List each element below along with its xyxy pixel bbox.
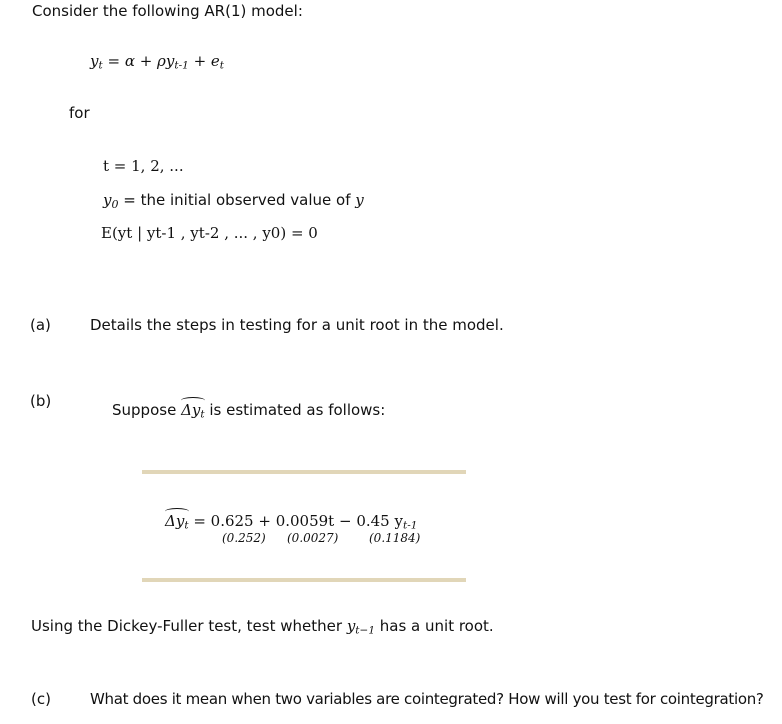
eq-err-sub: t (219, 59, 225, 72)
part-a-label: (a) (30, 316, 51, 334)
for-label: for (69, 104, 90, 122)
model-equation (90, 52, 224, 72)
t-range: t = 1, 2, ... (103, 157, 184, 175)
hat-sub: t (200, 408, 205, 421)
std-error-3: (0.1184) (369, 531, 421, 545)
y0-definition (103, 190, 364, 211)
est-lhs-sub: t (184, 519, 189, 532)
question-sub: t−1 (355, 624, 375, 637)
y0-text: = the initial observed value of (118, 191, 356, 209)
question-var: y (346, 617, 356, 635)
eq-lhs: y (90, 52, 99, 70)
est-rhs-sub: t-1 (402, 519, 418, 532)
estimated-equation (165, 512, 417, 532)
est-lhs-term: Δy (165, 512, 185, 530)
part-c-text: What does it mean when two variables are cointegrated? How will you test for cointegration? (90, 690, 764, 708)
est-lhs (165, 512, 189, 532)
eq-lag-sub: t-1 (174, 59, 189, 72)
hat-term: Δy (181, 401, 201, 419)
eq-lhs-sub: t (98, 59, 103, 72)
hat-delta-y (181, 401, 205, 421)
eq-plus: + e (188, 52, 220, 70)
part-b-label: (b) (30, 392, 52, 410)
part-b-lead (112, 401, 385, 421)
part-b-lead-text: Suppose (112, 401, 182, 419)
y0-of: y (355, 191, 364, 209)
intro-text: Consider the following AR(1) model: (32, 2, 303, 20)
est-rhs: = 0.625 + 0.0059t − 0.45 y (188, 512, 403, 530)
eq-body: = α + ρy (102, 52, 175, 70)
part-c-label: (c) (31, 690, 51, 708)
y0-sub: 0 (111, 197, 119, 211)
std-error-1: (0.252) (222, 531, 266, 545)
question-trail: has a unit root. (375, 617, 494, 635)
part-a-text: Details the steps in testing for a unit root in the model. (90, 316, 504, 334)
question-lead: Using the Dickey-Fuller test, test whether (31, 617, 347, 635)
part-b-trail: is estimated as follows: (204, 401, 386, 419)
bottom-rule (142, 578, 466, 582)
dickey-fuller-question (31, 617, 494, 637)
std-error-2: (0.0027) (287, 531, 339, 545)
y0-var: y (103, 191, 112, 209)
top-rule (142, 470, 466, 474)
expectation-condition: E(yt | yt-1 , yt-2 , ... , y0) = 0 (101, 224, 318, 242)
